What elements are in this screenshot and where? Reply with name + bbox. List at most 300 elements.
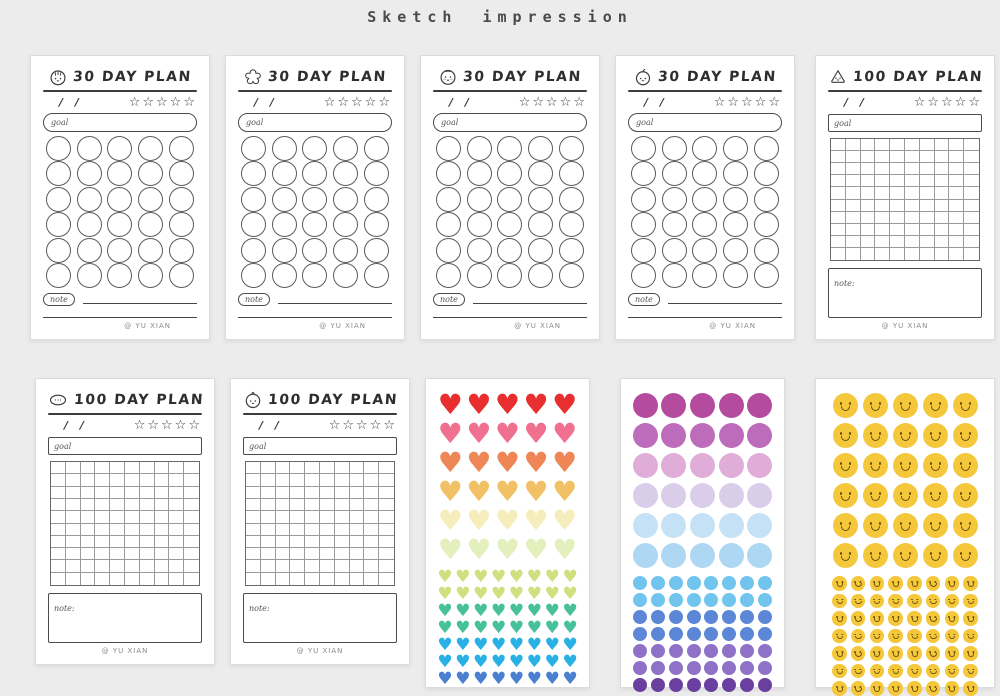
day-circle [138,136,163,161]
emoji-sticker [833,393,858,418]
day-circle [333,212,358,237]
grid-cell [861,139,876,151]
grid-cell [890,236,905,248]
grid-cell [831,151,846,163]
grid-cell [364,524,379,536]
day-circle [754,238,779,263]
rating-stars: ☆☆☆☆☆ [323,95,392,110]
dot-stickers-large [631,393,774,568]
day-circle [364,187,389,212]
day-circle [107,263,132,288]
heart-stickers-small [436,567,579,689]
heart-stickers-large [436,388,579,566]
emoji-sticker [945,629,960,644]
grid-cell [66,524,81,536]
grid-cell [964,151,979,163]
grid-cell [379,573,394,585]
grid-cell [379,548,394,560]
grid-cell [964,175,979,187]
grid-cell [920,187,935,199]
heart-sticker: ♥ [466,417,492,450]
grid-cell [875,248,890,260]
grid-cell [935,151,950,163]
grid-cell [81,536,96,548]
heart-sticker: ♥ [455,601,471,621]
day-circle [467,136,492,161]
grid-cell [125,511,140,523]
grid-cell [905,224,920,236]
note-line-2 [628,317,782,318]
emoji-sticker [923,423,948,448]
grid-cell [246,474,261,486]
dot-sticker [651,593,665,607]
grid-cell [51,511,66,523]
emoji-sticker [963,611,978,626]
day-circle [138,263,163,288]
day-circle [559,187,584,212]
emoji-sticker [833,483,858,508]
grid-cell [246,524,261,536]
dot-sticker [669,627,683,641]
emoji-sticker [888,629,903,644]
grid-cell [246,573,261,585]
grid-cell [350,499,365,511]
day-circle [497,136,522,161]
grid-cell [169,548,184,560]
dot-sticker [633,661,647,675]
day-circle [723,161,748,186]
heart-sticker: ♥ [552,533,578,566]
grid-cell [935,236,950,248]
note-label: note [238,293,270,306]
dot-sticker [687,610,701,624]
grid-cell [51,462,66,474]
heart-sticker: ♥ [526,567,542,587]
emoji-sticker [963,646,978,661]
card-header [48,390,205,410]
emoji-sticker [945,594,960,609]
divider [828,90,982,92]
card-header [628,67,782,87]
grid-cell [320,462,335,474]
goal-field [238,113,392,132]
grid-cell [949,187,964,199]
grid-cell [81,560,96,572]
note-label: note [43,293,75,306]
dot-sticker [669,661,683,675]
grid-cell [920,224,935,236]
grid-cell [379,524,394,536]
day-circle [559,136,584,161]
grid-cell [875,236,890,248]
day-circle [754,187,779,212]
grid-cell [364,560,379,572]
dot-sticker [633,543,658,568]
heart-sticker: ♥ [508,567,525,587]
note-field [243,593,397,643]
divider [628,90,782,92]
day-circle [692,212,717,237]
grid-cell [861,224,876,236]
brand-credit: @ YU XIAN [101,647,149,655]
grid-cell [364,548,379,560]
card-header [238,67,392,87]
dot-sticker [669,593,683,607]
day-circle [528,187,553,212]
grid-cell [379,560,394,572]
dot-sticker [722,644,736,658]
grid-cell [831,248,846,260]
day-circle [138,238,163,263]
heart-sticker: ♥ [494,475,521,508]
grid-cell [110,524,125,536]
grid-cell [350,536,365,548]
day-circles-grid [238,135,392,289]
date-marks: / / [254,96,278,109]
day-circle [559,212,584,237]
heart-sticker: ♥ [494,533,521,566]
grid-cell [81,487,96,499]
emoji-sticker [923,513,948,538]
grid-cell [305,573,320,585]
grid-cell [320,548,335,560]
emoji-stickers-large [830,393,980,568]
brand-credit: @ YU XIAN [124,322,171,330]
note-label: note: [834,279,855,288]
heart-sticker: ♥ [466,504,492,537]
day-circle [497,187,522,212]
day-circle [241,161,266,186]
emoji-sticker [832,664,847,679]
heart-sticker: ♥ [490,652,507,672]
day-circle [169,161,194,186]
emoji-sticker [963,681,978,696]
grid-cell [276,573,291,585]
dot-sticker [719,483,744,508]
day-circle [107,187,132,212]
note-label: note: [249,604,270,613]
dot-sticker [722,593,736,607]
grid-cell [184,560,199,572]
day-circle [497,212,522,237]
card-title: 100 DAY PLAN [72,392,205,408]
dot-sticker [661,513,686,538]
grid-cell [949,224,964,236]
grid-cell [81,524,96,536]
heart-sticker: ♥ [526,618,542,638]
day-grid-100 [245,461,395,586]
emoji-sticker [833,453,858,478]
day-circle [723,187,748,212]
grid-cell [890,224,905,236]
emoji-sticker [926,664,941,679]
grid-cell [320,474,335,486]
heart-sticker: ♥ [508,652,525,672]
heart-sticker: ♥ [544,669,560,689]
grid-cell [155,462,170,474]
grid-cell [66,536,81,548]
heart-sticker: ♥ [494,417,521,450]
grid-cell [905,163,920,175]
dot-sticker [758,661,772,675]
bread-face-icon [47,390,69,410]
grid-cell [949,175,964,187]
day-circle [272,263,297,288]
grid-cell [935,163,950,175]
grid-cell [140,536,155,548]
grid-cell [949,248,964,260]
date-marks: / / [449,96,473,109]
day-circle [169,238,194,263]
emoji-sticker [945,681,960,696]
grid-cell [920,236,935,248]
grid-cell [935,200,950,212]
grid-cell [81,499,96,511]
emoji-sticker [926,646,941,661]
heart-sticker: ♥ [437,669,453,689]
planner-card-30day-3 [420,55,600,340]
day-circle [138,187,163,212]
grid-cell [305,548,320,560]
emoji-sticker [923,483,948,508]
grid-cell [66,499,81,511]
day-circle [692,136,717,161]
grid-cell [890,200,905,212]
day-circles-grid [628,135,782,289]
grid-cell [95,499,110,511]
emoji-sticker [870,594,885,609]
heart-sticker: ♥ [455,584,471,604]
day-circle [467,263,492,288]
dot-sticker [704,610,718,624]
day-circle [107,161,132,186]
dot-sticker [690,543,715,568]
heart-sticker: ♥ [544,567,560,587]
dot-sticker [690,483,715,508]
emoji-sticker [907,646,922,661]
emoji-sticker [945,576,960,591]
grid-cell [110,573,125,585]
heart-sticker: ♥ [473,601,489,621]
dot-sticker [758,644,772,658]
grid-cell [66,474,81,486]
grid-cell [155,474,170,486]
heart-sticker: ♥ [562,601,578,621]
grid-cell [920,248,935,260]
note-line-2 [238,317,392,318]
dot-sticker [740,610,754,624]
emoji-sticker [833,423,858,448]
heart-sticker: ♥ [473,567,489,587]
grid-cell [905,248,920,260]
emoji-sticker [893,483,918,508]
day-circle [46,212,71,237]
grid-cell [379,511,394,523]
grid-cell [140,573,155,585]
grid-cell [155,487,170,499]
grid-cell [81,474,96,486]
grid-cell [155,560,170,572]
dot-sticker [633,453,658,478]
heart-sticker: ♥ [552,417,578,450]
grid-cell [964,236,979,248]
dot-sticker [690,393,715,418]
emoji-sticker [963,629,978,644]
grid-cell [169,560,184,572]
dot-stickers-small [631,576,774,692]
planner-card-30day-2 [225,55,405,340]
note-line-2 [433,317,587,318]
heart-sticker: ♥ [437,584,453,604]
emoji-sticker [832,611,847,626]
grid-cell [276,499,291,511]
day-circle [333,263,358,288]
grid-cell [276,511,291,523]
grid-cell [51,548,66,560]
grid-cell [276,462,291,474]
grid-cell [110,474,125,486]
grid-cell [861,212,876,224]
grid-cell [846,236,861,248]
heart-sticker: ♥ [473,669,489,689]
heart-sticker: ♥ [562,618,578,638]
day-circle [528,136,553,161]
heart-sticker: ♥ [523,475,549,508]
dot-sticker [661,543,686,568]
heart-sticker: ♥ [494,388,521,421]
day-circle [436,212,461,237]
dot-sticker [740,627,754,641]
heart-sticker: ♥ [437,635,453,655]
heart-sticker: ♥ [466,388,492,421]
grid-cell [261,511,276,523]
emoji-sticker [851,594,866,609]
dot-sticker [651,644,665,658]
dot-sticker [687,627,701,641]
grid-cell [140,499,155,511]
grid-cell [890,151,905,163]
grid-cell [379,474,394,486]
grid-cell [246,511,261,523]
date-marks: / / [259,419,283,432]
date-marks: / / [64,419,88,432]
heart-sticker: ♥ [544,635,560,655]
day-circle [272,238,297,263]
heart-sticker: ♥ [490,635,507,655]
grid-cell [184,573,199,585]
grid-cell [290,536,305,548]
grid-cell [169,474,184,486]
grid-cell [184,474,199,486]
emoji-sticker [907,576,922,591]
dot-sticker [704,644,718,658]
grid-cell [320,511,335,523]
grid-cell [320,487,335,499]
emoji-sticker [888,576,903,591]
grid-cell [949,151,964,163]
heart-sticker: ♥ [526,669,542,689]
heart-sticker: ♥ [490,584,507,604]
grid-cell [305,560,320,572]
emoji-sticker [953,513,978,538]
day-circle [692,238,717,263]
grid-cell [949,163,964,175]
day-circle [754,136,779,161]
dot-sticker [704,678,718,692]
day-circle [754,161,779,186]
heart-sticker: ♥ [562,652,578,672]
heart-sticker: ♥ [562,567,578,587]
note-line [473,303,587,304]
emoji-sticker [923,453,948,478]
heart-sticker: ♥ [508,669,525,689]
grid-cell [66,560,81,572]
grid-cell [51,499,66,511]
grid-cell [276,474,291,486]
grid-cell [305,462,320,474]
heart-sticker: ♥ [508,635,525,655]
brand-credit: @ YU XIAN [296,647,344,655]
grid-cell [905,139,920,151]
emoji-sticker [851,664,866,679]
grid-cell [140,487,155,499]
day-circle [631,161,656,186]
grid-cell [890,187,905,199]
grid-cell [95,474,110,486]
heart-sticker: ♥ [466,446,492,479]
grid-cell [905,200,920,212]
grid-cell [350,524,365,536]
grid-cell [935,175,950,187]
grid-cell [290,524,305,536]
dot-sticker [690,423,715,448]
day-circle [77,161,102,186]
heart-sticker: ♥ [523,388,549,421]
day-circle [46,187,71,212]
heart-sticker: ♥ [455,635,471,655]
dot-sticker [633,576,647,590]
goal-field [828,114,982,132]
emoji-sticker [926,594,941,609]
emoji-sticker [833,513,858,538]
grid-cell [184,524,199,536]
day-circle [302,136,327,161]
day-circle [333,136,358,161]
emoji-sticker [945,646,960,661]
grid-cell [920,151,935,163]
emoji-sticker [953,543,978,568]
grid-cell [846,175,861,187]
grid-cell [320,499,335,511]
grid-cell [320,573,335,585]
dot-sticker [633,593,647,607]
heart-sticker: ♥ [437,601,453,621]
day-circle [241,238,266,263]
day-circle [302,212,327,237]
emoji-sticker [945,664,960,679]
day-circle [107,136,132,161]
day-circle [169,136,194,161]
note-field [48,593,202,643]
day-circle [46,238,71,263]
emoji-sticker [870,664,885,679]
grid-cell [920,212,935,224]
grid-cell [169,462,184,474]
dot-sticker [719,393,744,418]
dot-sticker [687,678,701,692]
dot-sticker [669,678,683,692]
emoji-sticker [863,393,888,418]
